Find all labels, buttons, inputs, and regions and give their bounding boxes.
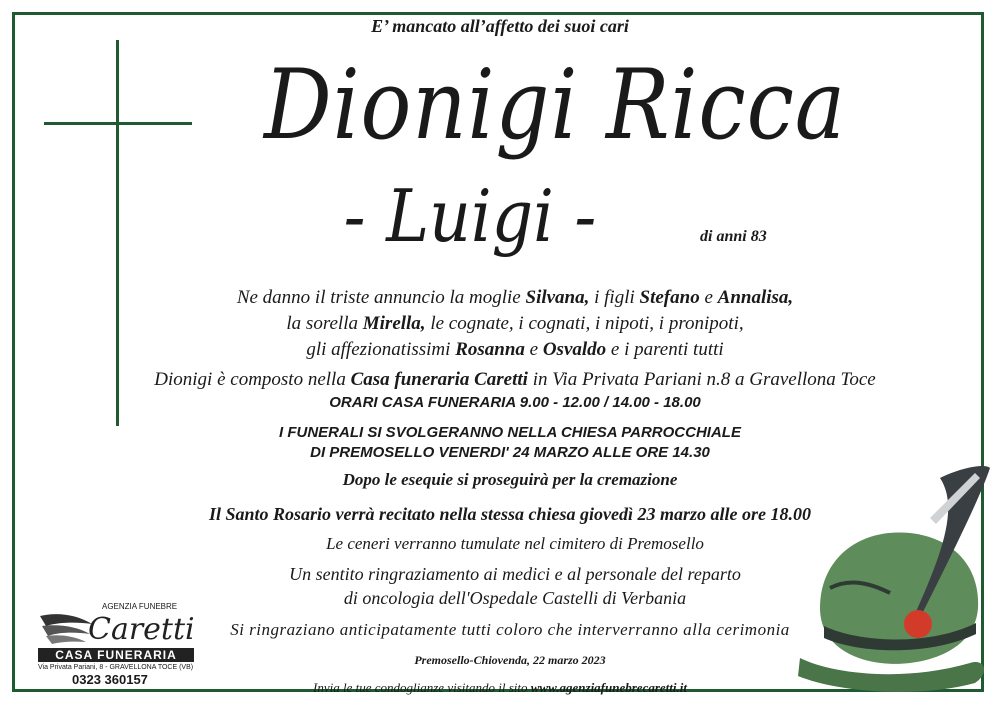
wife-name: Silvana, bbox=[525, 287, 590, 308]
friend-name-2: Osvaldo bbox=[542, 339, 607, 360]
rosary-line: Il Santo Rosario verrà recitato nella stessa chiesa giovedì 23 marzo alle ore 18.00 bbox=[209, 504, 811, 524]
sister-name: Mirella, bbox=[362, 313, 426, 334]
alpine-hat-icon bbox=[790, 458, 995, 698]
logo-address: Via Privata Pariani, 8 - GRAVELLONA TOCE (VB) bbox=[38, 664, 194, 671]
wing-logo-icon bbox=[36, 604, 96, 648]
thanks-line-3: Si ringraziano anticipatamente tutti coloro che interverranno alla cerimonia bbox=[230, 620, 790, 639]
text-span: i figli bbox=[589, 287, 640, 308]
funeral-line-2: DI PREMOSELLO VENERDI' 24 MARZO ALLE ORE 14.30 bbox=[310, 444, 710, 461]
text-span: le cognate, i cognati, i nipoti, i pronipoti, bbox=[425, 313, 744, 334]
text-span: Dionigi è composto nella bbox=[154, 369, 351, 390]
text-span: in Via Privata Pariani n.8 a Gravellona Toce bbox=[527, 369, 876, 390]
announce-line-1 bbox=[200, 286, 830, 310]
cremation-line: Dopo le esequie si proseguirà per la cremazione bbox=[342, 470, 678, 489]
funeral-home-logo bbox=[36, 600, 196, 690]
funeral-home-name: Casa funeraria Caretti bbox=[350, 369, 528, 390]
hours-line: ORARI CASA FUNERARIA 9.00 - 12.00 / 14.00 - 18.00 bbox=[329, 394, 701, 411]
cross-icon bbox=[116, 40, 119, 426]
daughter-name: Annalisa, bbox=[717, 287, 794, 308]
logo-bar: CASA FUNERARIA bbox=[38, 648, 194, 662]
cross-arm bbox=[44, 122, 192, 125]
text-span: Ne danno il triste annuncio la moglie bbox=[236, 287, 526, 308]
text-span: e bbox=[524, 339, 543, 360]
announce-line-2 bbox=[200, 312, 830, 336]
deceased-nickname: - Luigi - bbox=[343, 174, 597, 258]
funeral-line-1: I FUNERALI SI SVOLGERANNO NELLA CHIESA PARROCCHIALE bbox=[279, 424, 741, 441]
announce-line-3 bbox=[200, 338, 830, 362]
text-span: Invia le tue condoglianze visitando il sito bbox=[313, 680, 531, 695]
website-link[interactable]: www.agenziafunebrecaretti.it bbox=[530, 680, 687, 695]
age-text: di anni 83 bbox=[700, 228, 767, 245]
logo-phone: 0323 360157 bbox=[72, 672, 148, 687]
ashes-line: Le ceneri verranno tumulate nel cimitero di Premosello bbox=[326, 534, 704, 553]
logo-tagline: AGENZIA FUNEBRE bbox=[102, 602, 178, 611]
wake-location-line bbox=[120, 368, 910, 392]
son-name: Stefano bbox=[639, 287, 700, 308]
thanks-line-2: di oncologia dell'Ospedale Castelli di Verbania bbox=[343, 588, 687, 608]
thanks-line-1: Un sentito ringraziamento ai medici e al personale del reparto bbox=[289, 564, 741, 584]
text-span: e bbox=[699, 287, 718, 308]
logo-brand: Caretti bbox=[88, 612, 195, 647]
text-span: la sorella bbox=[286, 313, 363, 334]
date-line: Premosello-Chiovenda, 22 marzo 2023 bbox=[414, 653, 606, 667]
text-span: gli affezionatissimi bbox=[306, 339, 456, 360]
deceased-name: Dionigi Ricca bbox=[263, 49, 847, 161]
intro-text: E’ mancato all’affetto dei suoi cari bbox=[371, 16, 629, 36]
condolence-footer bbox=[230, 676, 770, 700]
friend-name-1: Rosanna bbox=[455, 339, 525, 360]
text-span: e i parenti tutti bbox=[606, 339, 724, 360]
